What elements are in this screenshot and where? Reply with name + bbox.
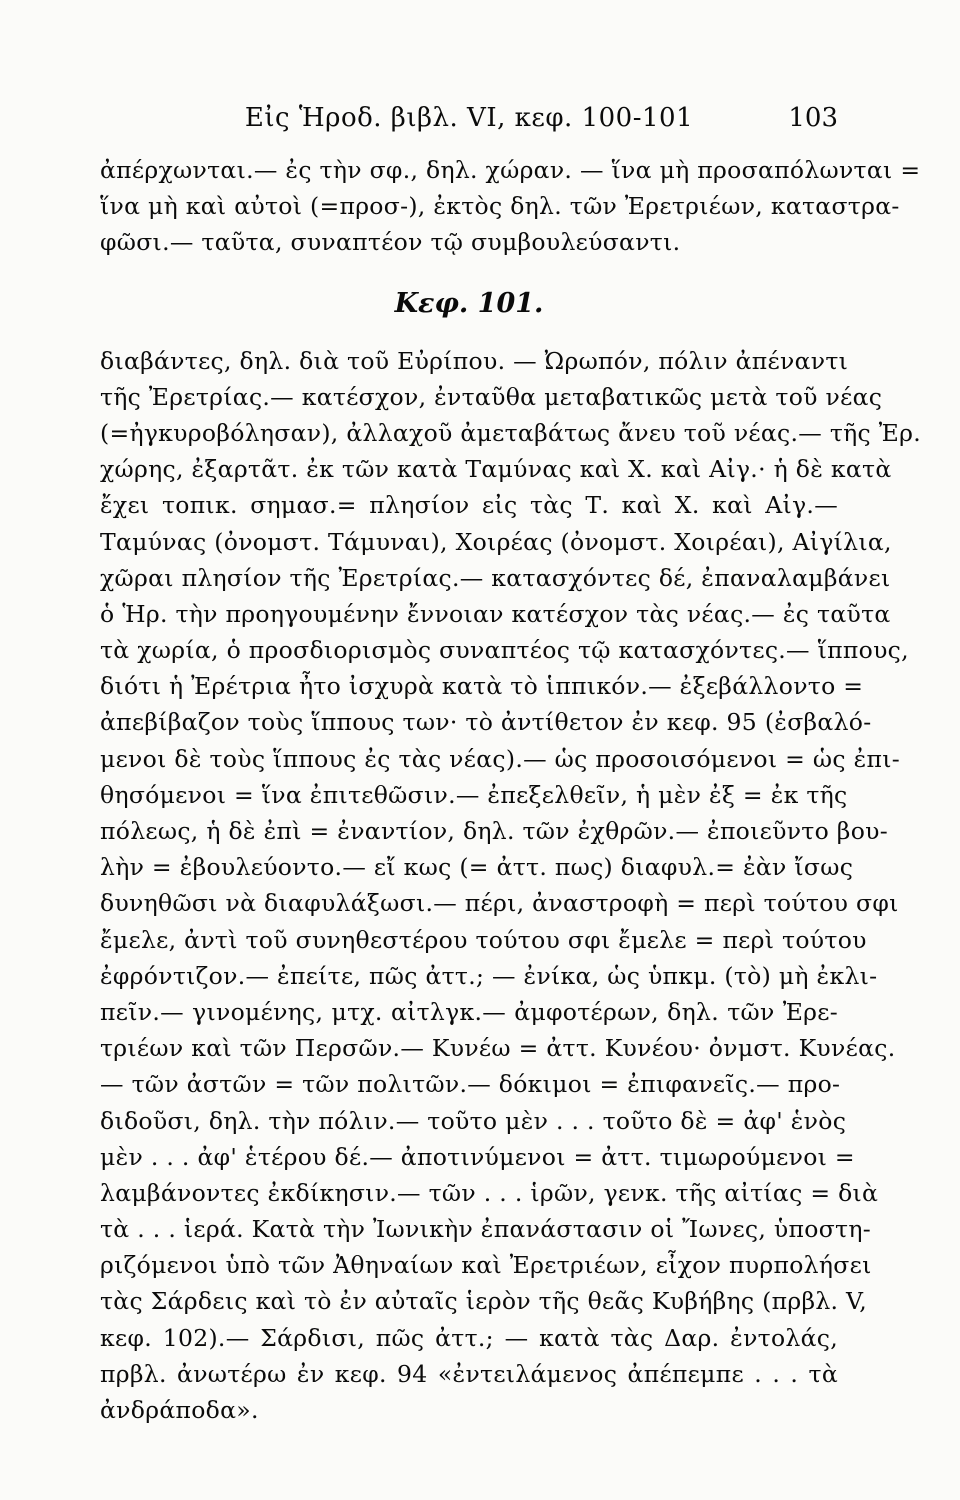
text-line: ἀνδράποδα». [100, 1396, 259, 1424]
text-line: Ταμύνας (ὀνομστ. Τάμυναι), Χοιρέας (ὀνομστ. Χοιρέαι), Αἰγίλια, [100, 527, 892, 556]
section-100-continuation [100, 152, 921, 261]
text-line: ἀπεβίβαζον τοὺς ἵππους των· τὸ ἀντίθετον ἐν κεφ. 95 (ἐσβαλό- [100, 708, 872, 737]
text-line: μενοι δὲ τοὺς ἵππους ἐς τὰς νέας).— ὡς προσοισόμενοι = ὡς ἐπι- [100, 744, 900, 773]
text-line: ἵνα μὴ καὶ αὐτοὶ (=προσ-), ἐκτὸς δηλ. τῶν Ἐρετριέων, καταστρα- [100, 192, 900, 221]
text-line: λαμβάνοντες ἐκδίκησιν.— τῶν . . . ἱρῶν, γενκ. τῆς αἰτίας = διὰ [100, 1178, 879, 1207]
page-number: 103 [788, 103, 838, 133]
text-line: διαβάντες, δηλ. διὰ τοῦ Εὐρίπου. — Ὠρωπόν, πόλιν ἀπέναντι [100, 346, 849, 375]
running-title: Εἰς Ἡροδ. βιβλ. VI, κεφ. 100-101 [244, 103, 694, 133]
text-line: χώρης, ἐξαρτᾶτ. ἐκ τῶν κατὰ Ταμύνας καὶ Χ. καὶ Αἰγ.· ἡ δὲ κατὰ [100, 455, 892, 484]
text-line: ἐφρόντιζον.— ἐπείτε, πῶς ἀττ.; — ἐνίκα, ὡς ὑπκμ. (τὸ) μὴ ἐκλι- [100, 961, 878, 990]
page-header [100, 98, 838, 138]
text-line: ἔμελε, ἀντὶ τοῦ συνηθεστέρου τούτου σφι ἔμελε = περὶ τούτου [100, 925, 867, 954]
text-line: τὰς Σάρδεις καὶ τὸ ἐν αὐταῖς ἱερὸν τῆς θεᾶς Κυβήβης (πρβλ. V, [100, 1287, 867, 1316]
chapter-heading: Κεφ. 101. [394, 287, 544, 319]
text-line: πεῖν.— γινομένης, μτχ. αἰτλγκ.— ἀμφοτέρων, δηλ. τῶν Ἐρε- [100, 997, 838, 1026]
text-line: (=ἠγκυροβόλησαν), ἀλλαχοῦ ἀμεταβάτως ἄνευ τοῦ νέας.— τῆς Ἐρ. [100, 418, 922, 447]
text-line: τὰ χωρία, ὁ προσδιορισμὸς συναπτέος τῷ κατασχόντες.— ἵππους, [100, 636, 909, 665]
text-line: χῶραι πλησίον τῆς Ἐρετρίας.— κατασχόντες δέ, ἐπαναλαμβάνει [100, 563, 891, 592]
text-line: δυνηθῶσι νὰ διαφυλάξωσι.— πέρι, ἀναστροφὴ = περὶ τούτου σφι [100, 889, 899, 918]
text-line: μὲν . . . ἀφ' ἑτέρου δέ.— ἀποτινύμενοι = ἀττ. τιμωρούμενοι = [100, 1142, 855, 1171]
text-line: πρβλ. ἀνωτέρω ἐν κεφ. 94 «ἐντειλάμενος ἀπέπεμπε . . . τὰ [100, 1359, 838, 1388]
commentary-text [100, 152, 922, 1428]
text-line: λὴν = ἐβουλεύοντο.— εἴ κως (= ἀττ. πως) διαφυλ.= ἐὰν ἴσως [100, 853, 854, 882]
text-line: κεφ. 102).— Σάρδισι, πῶς ἀττ.; — κατὰ τὰς Δαρ. ἐντολάς, [100, 1323, 838, 1352]
text-line: ριζόμενοι ὑπὸ τῶν Ἀθηναίων καὶ Ἐρετριέων, εἶχον πυρπολήσει [100, 1251, 872, 1280]
text-line: τῆς Ἐρετρίας.— κατέσχον, ἐνταῦθα μεταβατικῶς μετὰ τοῦ νέας [100, 382, 883, 411]
text-line: ἀπέρχωνται.— ἐς τὴν σφ., δηλ. χώραν. — ἵνα μὴ προσαπόλωνται = [100, 156, 921, 184]
text-line: φῶσι.— ταῦτα, συναπτέον τῷ συμβουλεύσαντι. [100, 228, 681, 257]
text-line: διότι ἡ Ἐρέτρια ἦτο ἰσχυρὰ κατὰ τὸ ἱππικόν.— ἐξεβάλλοντο = [100, 672, 864, 701]
text-line: τὰ . . . ἱερά. Κατὰ τὴν Ἰωνικὴν ἐπανάστασιν οἱ Ἴωνες, ὑποστη- [100, 1215, 871, 1244]
text-line: ἔχει τοπικ. σημασ.= πλησίον εἰς τὰς Τ. καὶ Χ. καὶ Αἰγ.— [100, 491, 838, 520]
text-line: ὁ Ἡρ. τὴν προηγουμένην ἔννοιαν κατέσχον τὰς νέας.— ἐς ταῦτα [100, 599, 891, 628]
text-line: — τῶν ἀστῶν = τῶν πολιτῶν.— δόκιμοι = ἐπιφανεῖς.— προ- [100, 1070, 841, 1099]
text-line: πόλεως, ἡ δὲ ἐπὶ = ἐναντίον, δηλ. τῶν ἐχθρῶν.— ἐποιεῦντο βου- [100, 817, 888, 845]
text-line: τριέων καὶ τῶν Περσῶν.— Κυνέω = ἀττ. Κυνέου· ὀνμστ. Κυνέας. [100, 1034, 896, 1063]
text-line: διδοῦσι, δηλ. τὴν πόλιν.— τοῦτο μὲν . . . τοῦτο δὲ = ἀφ' ἑνὸς [100, 1106, 847, 1135]
text-line: θησόμενοι = ἵνα ἐπιτεθῶσιν.— ἐπεξελθεῖν, ἡ μὲν ἐξ = ἐκ τῆς [100, 780, 848, 809]
section-101-commentary [100, 343, 922, 1429]
